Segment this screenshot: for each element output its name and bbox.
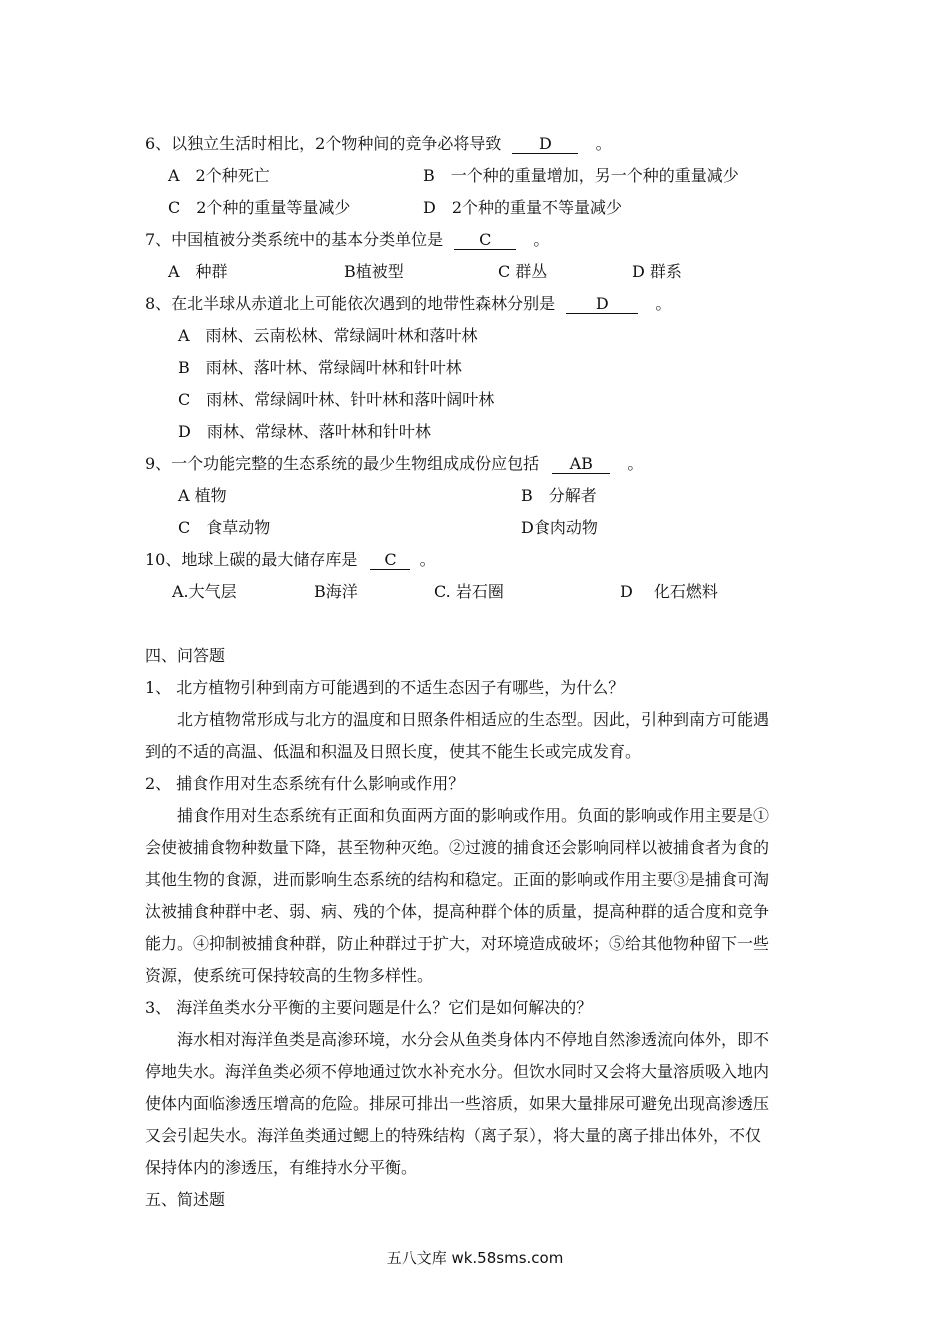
qa-answer-line: 保持体内的渗透压，有维持水分平衡。	[145, 1158, 418, 1177]
option-a: A 植物	[178, 486, 227, 505]
qa-answer-line: 其他生物的食源，进而影响生态系统的结构和稳定。正面的影响或作用主要③是捕食可淘	[145, 870, 770, 889]
option-b: B 一个种的重量增加，另一个种的重量减少	[423, 166, 739, 185]
qa-answer-line: 会使被捕食物种数量下降，甚至物种灭绝。②过渡的捕食还会影响同样以被捕食者为食的	[145, 838, 770, 857]
option-b: B海洋	[314, 582, 358, 601]
qa-answer-line: 捕食作用对生态系统有正面和负面两方面的影响或作用。负面的影响或作用主要是①	[145, 806, 770, 825]
option-c: C 食草动物	[178, 518, 271, 537]
question-6: 6、以独立生活时相比，2个物种间的竞争必将导致 D 。	[145, 134, 612, 153]
question-stem: 9、一个功能完整的生态系统的最少生物组成成份应包括	[145, 454, 540, 473]
answer-blank: D	[512, 135, 578, 154]
question-7: 7、中国植被分类系统中的基本分类单位是 C 。	[145, 230, 550, 249]
question-stem: 10、地球上碳的最大储存库是	[145, 550, 358, 569]
option-c: C. 岩石圈	[434, 582, 504, 601]
section-heading: 四、问答题	[145, 646, 226, 665]
option-d: D 化石燃料	[620, 582, 718, 601]
option-a: A 2个种死亡	[168, 166, 270, 185]
answer-blank: C	[370, 551, 410, 570]
option-d: D 雨林、常绿林、落叶林和针叶林	[178, 422, 431, 441]
qa-answer-line: 能力。④抑制被捕食种群，防止种群过于扩大，对环境造成破坏；⑤给其他物种留下一些	[145, 934, 770, 953]
question-stem: 6、以独立生活时相比，2个物种间的竞争必将导致	[145, 134, 502, 153]
option-d: D 2个种的重量不等量减少	[423, 198, 623, 217]
option-a: A.大气层	[172, 582, 237, 601]
qa-answer-line: 停地失水。海洋鱼类必须不停地通过饮水补充水分。但饮水同时又会将大量溶质吸入地内	[145, 1062, 770, 1081]
qa-answer-line: 又会引起失水。海洋鱼类通过鳃上的特殊结构（离子泵），将大量的离子排出体外，不仅	[145, 1126, 762, 1145]
qa-question: 2、 捕食作用对生态系统有什么影响或作用？	[145, 774, 465, 793]
question-8: 8、在北半球从赤道北上可能依次遇到的地带性森林分别是 D 。	[145, 294, 672, 313]
qa-answer-line: 北方植物常形成与北方的温度和日照条件相适应的生态型。因此，引种到南方可能遇	[145, 710, 770, 729]
qa-answer-line: 使体内面临渗透压增高的危险。排尿可排出一些溶质，如果大量排尿可避免出现高渗透压	[145, 1094, 770, 1113]
option-c: C 群丛	[498, 262, 548, 281]
question-stem: 7、中国植被分类系统中的基本分类单位是	[145, 230, 444, 249]
qa-answer-line: 到的不适的高温、低温和积温及日照长度，使其不能生长或完成发育。	[145, 742, 642, 761]
option-c: C 2个种的重量等量减少	[168, 198, 351, 217]
qa-answer-line: 海水相对海洋鱼类是高渗环境，水分会从鱼类身体内不停地自然渗透流向体外，即不	[145, 1030, 770, 1049]
footer-watermark: 五八文库 wk.58sms.com	[386, 1249, 564, 1267]
qa-question: 3、 海洋鱼类水分平衡的主要问题是什么？它们是如何解决的？	[145, 998, 593, 1017]
option-b: B植被型	[344, 262, 404, 281]
qa-answer-line: 汰被捕食种群中老、弱、病、残的个体，提高种群个体的质量，提高种群的适合度和竞争	[145, 902, 770, 921]
option-d: D食肉动物	[521, 518, 598, 537]
qa-question: 1、 北方植物引种到南方可能遇到的不适生态因子有哪些，为什么？	[145, 678, 625, 697]
answer-blank: AB	[552, 455, 610, 474]
question-stem: 8、在北半球从赤道北上可能依次遇到的地带性森林分别是	[145, 294, 556, 313]
option-a: A 雨林、云南松林、常绿阔叶林和落叶林	[178, 326, 478, 345]
answer-blank: D	[566, 295, 638, 314]
option-a: A 种群	[168, 262, 228, 281]
answer-blank: C	[454, 231, 516, 250]
option-b: B 分解者	[521, 486, 597, 505]
question-10: 10、地球上碳的最大储存库是 C 。	[145, 550, 436, 569]
section-heading: 五、简述题	[145, 1190, 226, 1209]
qa-answer-line: 资源，使系统可保持较高的生物多样性。	[145, 966, 434, 985]
option-b: B 雨林、落叶林、常绿阔叶林和针叶林	[178, 358, 462, 377]
option-c: C 雨林、常绿阔叶林、针叶林和落叶阔叶林	[178, 390, 495, 409]
option-d: D 群系	[632, 262, 682, 281]
question-9: 9、一个功能完整的生态系统的最少生物组成成份应包括 AB 。	[145, 454, 644, 473]
